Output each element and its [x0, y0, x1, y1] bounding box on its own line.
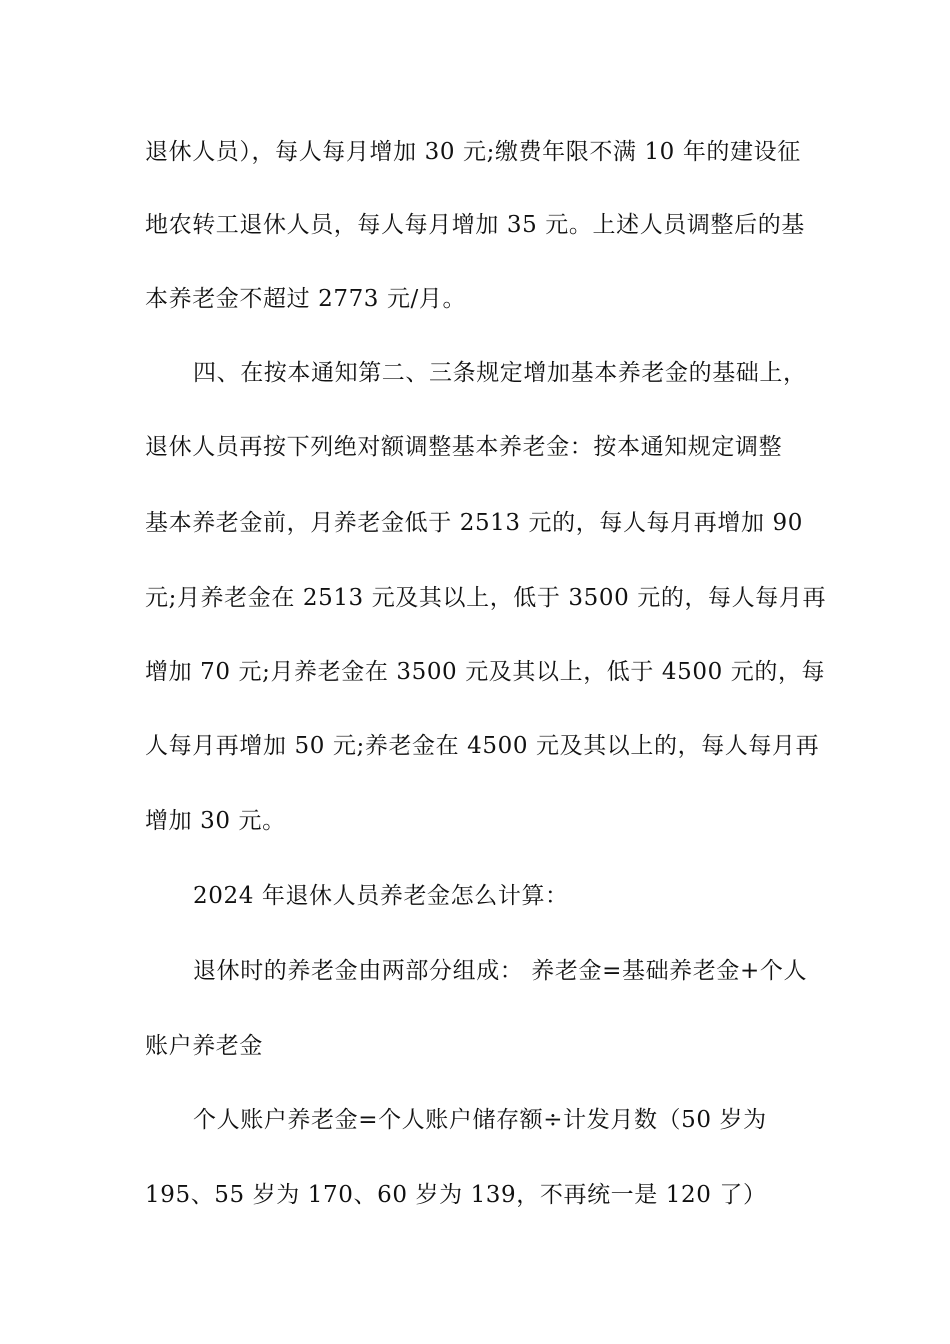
text-line-11: 2024 年退休人员养老金怎么计算：: [193, 883, 569, 909]
text-line-14: 个人账户养老金=个人账户储存额÷计发月数（50 岁为: [193, 1107, 767, 1133]
text-line-8: 增加 70 元;月养老金在 3500 元及其以上，低于 4500 元的，每: [145, 659, 826, 685]
text-line-7: 元;月养老金在 2513 元及其以上，低于 3500 元的，每人每月再: [145, 585, 827, 611]
text-line-13: 账户养老金: [145, 1033, 263, 1059]
text-line-9: 人每月再增加 50 元;养老金在 4500 元及其以上的，每人每月再: [145, 733, 820, 759]
text-line-1: 退休人员），每人每月增加 30 元;缴费年限不满 10 年的建设征: [145, 139, 801, 165]
text-line-2: 地农转工退休人员，每人每月增加 35 元。上述人员调整后的基: [145, 212, 805, 238]
text-line-12: 退休时的养老金由两部分组成： 养老金=基础养老金+个人: [193, 958, 808, 984]
text-line-5: 退休人员再按下列绝对额调整基本养老金：按本通知规定调整: [145, 434, 783, 460]
text-line-10: 增加 30 元。: [145, 808, 286, 834]
text-line-6: 基本养老金前，月养老金低于 2513 元的，每人每月再增加 90: [145, 510, 803, 536]
text-line-15: 195、55 岁为 170、60 岁为 139，不再统一是 120 了）: [145, 1182, 767, 1208]
text-line-3: 本养老金不超过 2773 元/月。: [145, 286, 467, 312]
text-line-4: 四、在按本通知第二、三条规定增加基本养老金的基础上，: [193, 360, 807, 386]
